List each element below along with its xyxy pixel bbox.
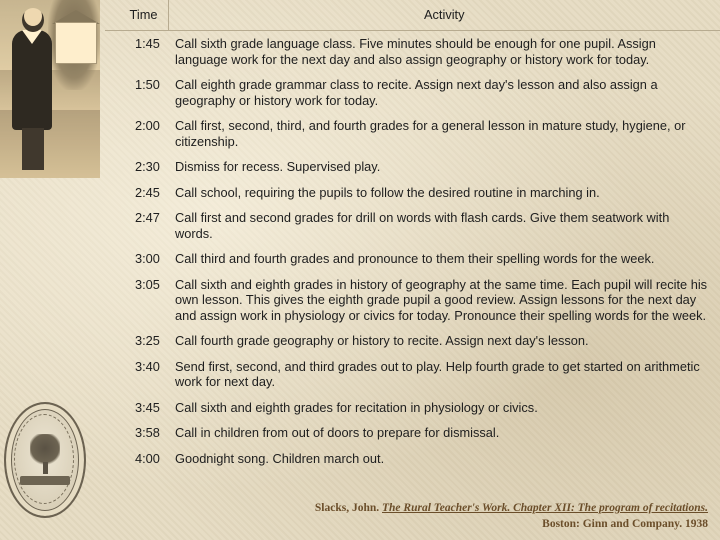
university-seal-logo	[4, 402, 86, 518]
table-row	[105, 113, 720, 154]
row-activity: Call third and fourth grades and pronounce to them their spelling words for the week.	[175, 251, 655, 266]
vintage-photo	[0, 0, 100, 178]
row-time: 3:58	[135, 425, 160, 440]
column-header-time: Time	[105, 0, 168, 31]
column-header-activity: Activity	[168, 0, 720, 31]
row-time: 1:45	[135, 36, 160, 51]
table-row	[105, 72, 720, 113]
row-activity: Call fourth grade geography or history to recite. Assign next day's lesson.	[175, 333, 589, 348]
table-row	[105, 420, 720, 446]
citation-title: The Rural Teacher's Work. Chapter XII: The program of recitations.	[382, 502, 708, 514]
row-time: 3:00	[135, 251, 160, 266]
citation-author: Slacks, John.	[314, 502, 380, 514]
row-activity: Send first, second, and third grades out to play. Help fourth grade to get started on arithmetic work for next day.	[175, 358, 700, 389]
row-time: 2:00	[135, 118, 160, 133]
table-row	[105, 180, 720, 206]
row-activity: Call sixth grade language class. Five minutes should be enough for one pupil. Assign language work for the next day and also assign geography or history work for today.	[175, 36, 656, 67]
table-header-row	[105, 0, 720, 31]
row-time: 2:30	[135, 159, 160, 174]
row-time: 3:40	[135, 358, 160, 374]
left-decoration-column	[0, 0, 105, 540]
row-time: 3:25	[135, 333, 160, 348]
row-activity: Call first and second grades for drill on words with flash cards. Give them seatwork with words.	[175, 210, 670, 241]
row-activity: Call sixth and eighth grades for recitation in physiology or civics.	[175, 399, 538, 415]
row-time: 3:45	[135, 399, 160, 415]
table-row	[105, 446, 720, 472]
table-row	[105, 31, 720, 73]
row-time: 2:47	[135, 210, 160, 225]
row-time: 1:50	[135, 77, 160, 92]
table-row	[105, 246, 720, 272]
source-citation	[268, 500, 708, 532]
row-activity: Call sixth and eighth grades in history of geography at the same time. Each pupil will recite his own lesson. This gives the eighth grade pupil a good review. Assign lessons for the next day and assign work in physiology or civics for today. Pronounce their spelling words for the week.	[175, 276, 708, 323]
table-row	[105, 154, 720, 180]
table-row	[105, 272, 720, 329]
table-row	[105, 205, 720, 246]
table-row	[105, 328, 720, 354]
citation-publisher: Boston: Ginn and Company. 1938	[542, 518, 708, 530]
row-time: 2:45	[135, 184, 160, 200]
recitation-schedule-table	[105, 0, 720, 471]
row-activity: Call first, second, third, and fourth grades for a general lesson in mature study, hygiene, or citizenship.	[175, 118, 686, 149]
row-time: 4:00	[135, 450, 160, 466]
row-time: 3:05	[135, 276, 160, 292]
table-row	[105, 395, 720, 421]
row-activity: Goodnight song. Children march out.	[175, 450, 385, 466]
row-activity: Call in children from out of doors to prepare for dismissal.	[175, 425, 500, 440]
table-row	[105, 354, 720, 395]
row-activity: Dismiss for recess. Supervised play.	[175, 159, 381, 174]
row-activity: Call eighth grade grammar class to recite. Assign next day's lesson and also assign a geography or history work for today.	[175, 77, 658, 108]
schedule-body	[105, 31, 720, 472]
row-activity: Call school, requiring the pupils to follow the desired routine in marching in.	[175, 184, 600, 200]
